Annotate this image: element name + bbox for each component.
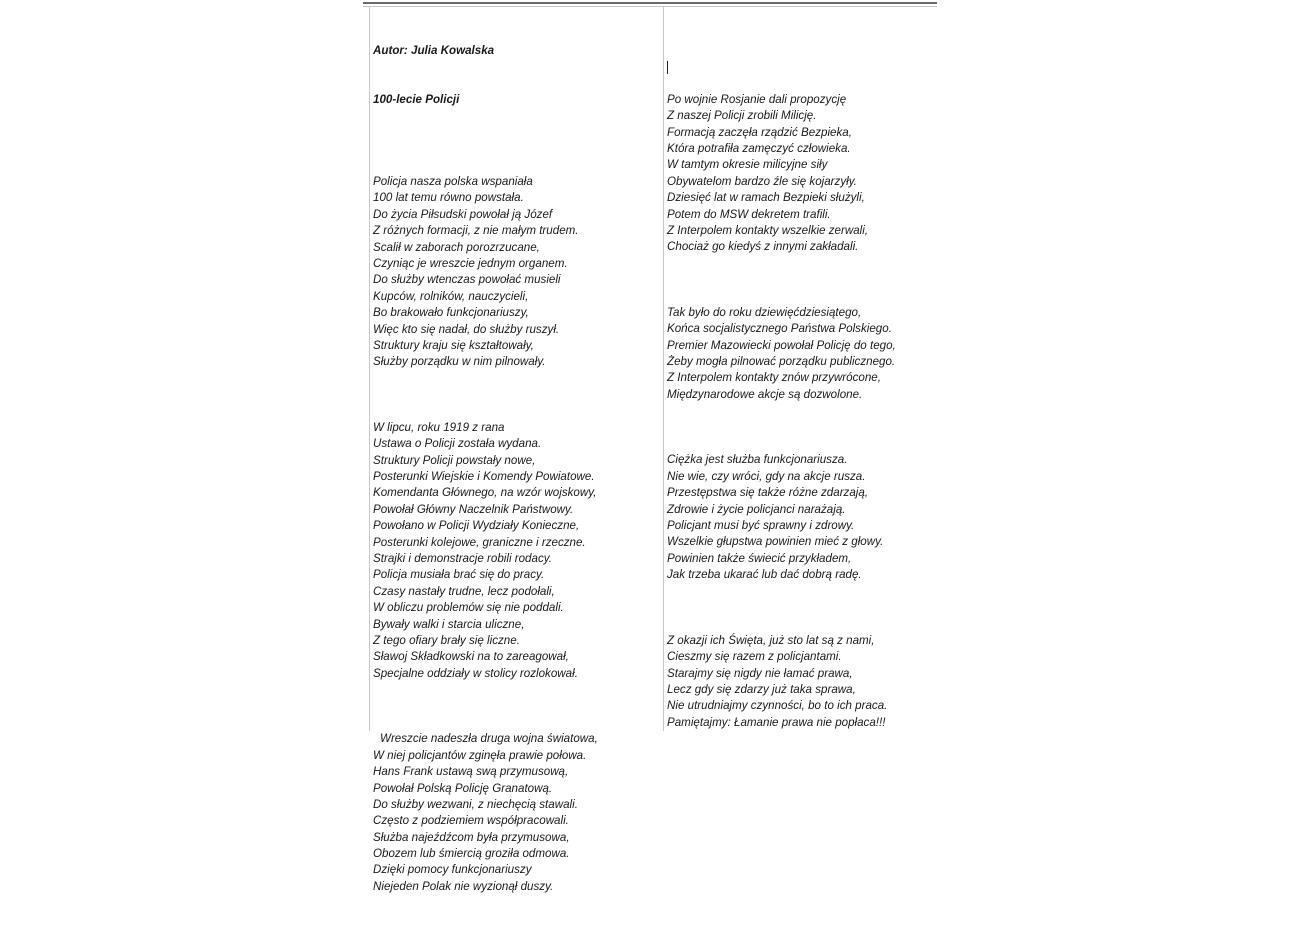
poem-line: Nie wie, czy wróci, gdy na akcje rusza.	[667, 469, 866, 483]
poem-line: Z Interpolem kontakty znów przywrócone,	[667, 371, 881, 385]
poem-line: Wreszcie nadeszła druga wojna światowa,	[380, 732, 598, 746]
poem-line: Policja nasza polska wspaniała	[373, 175, 533, 189]
poem-line: Dzięki pomocy funkcjonariuszy	[373, 863, 532, 877]
poem-line: Do służby wezwani, z niechęcią stawali.	[373, 797, 578, 811]
poem-line: Międzynarodowe akcje są dozwolone.	[667, 387, 863, 401]
poem-line: Policjant musi być sprawny i zdrowy.	[667, 519, 855, 533]
poem-line: Dziesięć lat w ramach Bezpieki służyli,	[667, 191, 865, 205]
poem-line: Lecz gdy się zdarzy już taka sprawa,	[667, 682, 856, 696]
poem-title: 100-lecie Policji	[373, 93, 460, 107]
poem-line: Policja musiała brać się do pracy.	[373, 568, 545, 582]
poem-line: Strajki i demonstracje robili rodacy.	[373, 552, 552, 566]
poem-line: Obozem lub śmiercią groziła odmowa.	[373, 847, 570, 861]
poem-line: Ciężka jest służba funkcjonariusza.	[667, 453, 848, 467]
poem-line: Czyniąc je wreszcie jednym organem.	[373, 256, 568, 270]
poem-line: Zdrowie i życie policjanci narażają.	[667, 502, 846, 516]
poem-line: Premier Mazowiecki powołał Policję do tego,	[667, 338, 896, 352]
poem-line: Bywały walki i starcia uliczne,	[373, 617, 525, 631]
right-column[interactable]	[667, 59, 937, 764]
poem-line: Do życia Piłsudski powołał ją Józef	[373, 207, 553, 221]
stanza-right-1	[667, 92, 937, 256]
poem-line: Tak było do roku dziewięćdziesiątego,	[667, 305, 862, 319]
poem-line: Z naszej Policji zrobili Milicję.	[667, 109, 817, 123]
poem-line: Żeby mogła pilnować porządku publicznego.	[667, 355, 896, 369]
poem-line: Końca socjalistycznego Państwa Polskiego.	[667, 322, 892, 336]
poem-line: Powołał Polską Policję Granatową.	[373, 781, 553, 795]
poem-line: Z Interpolem kontakty wszelkie zerwali,	[667, 223, 869, 237]
poem-line: Po wojnie Rosjanie dali propozycję	[667, 92, 847, 106]
poem-line: Hans Frank ustawą swą przymusową,	[373, 765, 569, 779]
left-column[interactable]	[373, 10, 659, 928]
poem-line: Często z podziemiem współpracowali.	[373, 814, 569, 828]
poem-line: Chociaż go kiedyś z innymi zakładali.	[667, 240, 859, 254]
poem-line: Struktury kraju się kształtowały,	[373, 338, 534, 352]
poem-line: Bo brakowało funkcjonariuszy,	[373, 306, 529, 320]
poem-line: Obywatelom bardzo źle się kojarzyły.	[667, 174, 857, 188]
poem-line: Komendanta Głównego, na wzór wojskowy,	[373, 486, 597, 500]
poem-line: Posterunki kolejowe, graniczne i rzeczne.	[373, 535, 586, 549]
poem-line: W tamtym okresie milicyjne siły	[667, 158, 828, 172]
poem-line: Niejeden Polak nie wyzionął duszy.	[373, 879, 554, 893]
stanza-left-3	[373, 731, 659, 895]
poem-line: Która potrafiła zamęczyć człowieka.	[667, 141, 851, 155]
top-border-rule	[363, 2, 937, 4]
poem-line: Starajmy się nigdy nie łamać prawa,	[667, 666, 853, 680]
stanza-left-1	[373, 174, 659, 371]
poem-line: Przestępstwa się także różne zdarzają,	[667, 486, 869, 500]
poem-line: Potem do MSW dekretem trafili.	[667, 207, 831, 221]
stanza-right-4	[667, 633, 937, 731]
left-column-border	[369, 7, 370, 731]
poem-line: W obliczu problemów się nie poddali.	[373, 601, 564, 615]
poem-line: Z różnych formacji, z nie małym trudem.	[373, 224, 579, 238]
author-line: Autor: Julia Kowalska	[373, 43, 495, 57]
poem-line: Specjalne oddziały w stolicy rozlokował.	[373, 666, 578, 680]
poem-line: Do służby wtenczas powołać musieli	[373, 273, 561, 287]
poem-line: Struktury Policji powstały nowe,	[373, 453, 536, 467]
poem-line: Cieszmy się razem z policjantami.	[667, 650, 842, 664]
poem-line: Sławoj Składkowski na to zareagował,	[373, 650, 569, 664]
poem-line: Nie utrudniajmy czynności, bo to ich praca.	[667, 699, 888, 713]
poem-line: Ustawa o Policji została wydana.	[373, 437, 542, 451]
poem-line: Powinien także świecić przykładem,	[667, 551, 852, 565]
poem-line: Kupców, rolników, nauczycieli,	[373, 289, 529, 303]
stanza-right-3	[667, 452, 937, 583]
poem-line: Czasy nastały trudne, lecz podołali,	[373, 584, 555, 598]
poem-line: Powołał Główny Naczelnik Państwowy.	[373, 502, 574, 516]
poem-line: Powołano w Policji Wydziały Konieczne,	[373, 519, 580, 533]
poem-line: Wszelkie głupstwa powinien mieć z głowy.	[667, 535, 884, 549]
poem-line: Jak trzeba ukarać lub dać dobrą radę.	[667, 568, 862, 582]
column-divider	[663, 7, 664, 731]
poem-line: W lipcu, roku 1919 z rana	[373, 420, 505, 434]
poem-line: Scalił w zaborach porozrzucane,	[373, 240, 540, 254]
poem-line: Służby porządku w nim pilnowały.	[373, 355, 546, 369]
poem-line: Posterunki Wiejskie i Komendy Powiatowe.	[373, 470, 595, 484]
poem-line: 100 lat temu równo powstała.	[373, 191, 524, 205]
poem-line: Pamiętajmy: Łamanie prawa nie popłaca!!!	[667, 715, 886, 729]
poem-line: Służba najeźdźcom była przymusowa,	[373, 830, 570, 844]
poem-line: Więc kto się nadał, do służby ruszył.	[373, 322, 560, 336]
poem-line: Z okazji ich Święta, już sto lat są z nami,	[667, 633, 875, 647]
top-border-rule-thin	[363, 6, 937, 7]
text-cursor	[667, 61, 668, 74]
stanza-left-2	[373, 420, 659, 682]
poem-line: Formacją zaczęła rządzić Bezpieka,	[667, 125, 852, 139]
poem-line: W niej policjantów zginęła prawie połowa.	[373, 748, 587, 762]
stanza-right-2	[667, 305, 937, 403]
poem-line: Z tego ofiary brały się liczne.	[373, 633, 520, 647]
